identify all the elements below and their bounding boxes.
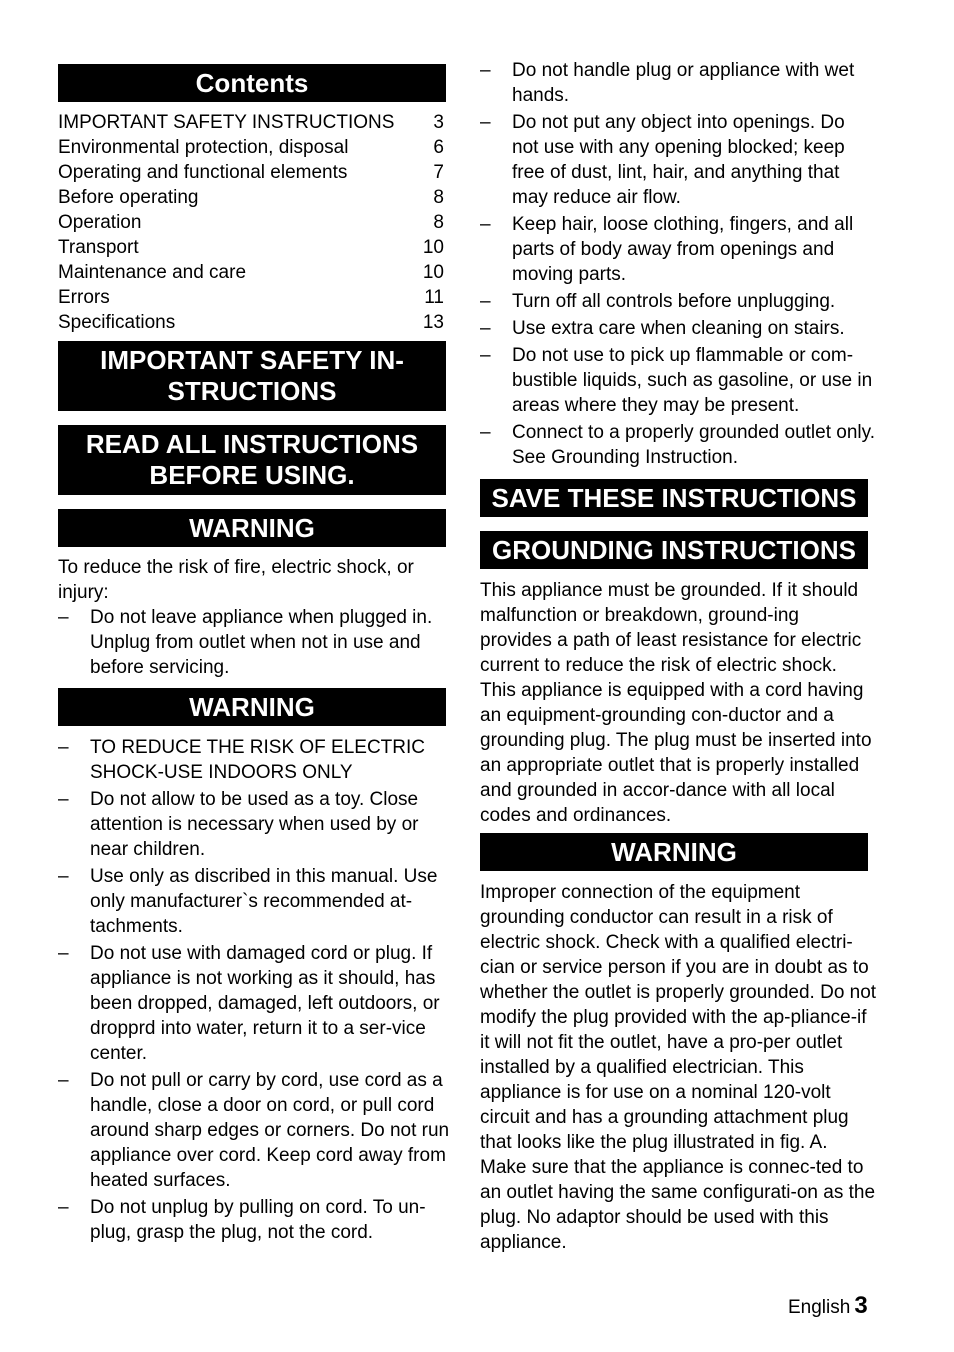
list-item: – Do not allow to be used as a toy. Close attention is necessary when used by or near children. — [58, 789, 419, 860]
list-item: – Use only as discribed in this manual. Use only manufacturer`s recommended at-tachments. — [58, 866, 438, 937]
list-item: – Turn off all controls before unplugging. — [480, 291, 836, 312]
list-item-text: Do not use with damaged cord or plug. If appliance is not working as it should, has been dropped, damaged, left outdoors, or dropprd into water, return it to a ser-vice center. — [90, 943, 440, 1064]
list-item-text: Use extra care when cleaning on stairs. — [512, 318, 845, 339]
safety-heading-line2: STRUCTIONS — [167, 376, 337, 406]
grounding-heading-text: GROUNDING INSTRUCTIONS — [492, 534, 856, 565]
warning-heading-text: WARNING — [189, 691, 315, 722]
footer-language: English — [788, 1297, 851, 1318]
toc-label: Transport — [58, 237, 139, 258]
toc-page: 13 — [422, 312, 444, 333]
warning-heading-text: WARNING — [611, 836, 737, 867]
warning-heading-1 — [58, 509, 446, 547]
grounding-text: This appliance must be grounded. If it should malfunction or breakdown, ground-ing provides a path of least resistance for electric current to reduce the risk of electric shock. This appliance is equipped with a cord having an equipment-grounding con-ductor and a grounding plug. The plug must be inserted into an appropriate outlet that is properly installed and grounded in accor-dance with all local codes and ordinances. — [480, 580, 872, 826]
list-item-text: Connect to a properly grounded outlet only. See Grounding Instruction. — [512, 422, 875, 468]
list-item-text: Do not use to pick up flammable or com-bustible liquids, such as gasoline, or use in areas where they may be present. — [512, 345, 873, 416]
safety-list-continued — [480, 58, 876, 472]
warning-heading-3 — [480, 833, 868, 871]
list-item: – Use extra care when cleaning on stairs. — [480, 318, 845, 339]
read-heading-line1: READ ALL INSTRUCTIONS — [85, 429, 419, 459]
list-item: – Do not use to pick up flammable or com-bustible liquids, such as gasoline, or use in areas where they may be present. — [480, 345, 873, 416]
toc-item[interactable] — [58, 210, 444, 235]
list-item-text: Do not put any object into openings. Do not use with any opening blocked; keep free of dust, lint, hair, and anything that may reduce air flow. — [512, 112, 845, 208]
contents-list — [58, 110, 444, 335]
list-item: – Do not unplug by pulling on cord. To un-plug, grasp the plug, not the cord. — [58, 1197, 426, 1243]
warning1-intro: To reduce the risk of fire, electric shock, or injury: — [58, 557, 414, 603]
toc-item[interactable] — [58, 185, 444, 210]
read-heading-line2: BEFORE USING. — [149, 460, 355, 490]
toc-label: Errors — [58, 287, 110, 308]
toc-page: 6 — [433, 137, 444, 158]
toc-page: 3 — [433, 112, 444, 133]
page-footer — [788, 1292, 868, 1322]
read-instructions-heading — [58, 425, 446, 495]
contents-heading — [58, 64, 446, 102]
list-item: – Do not pull or carry by cord, use cord as a handle, close a door on cord, or pull cord around sharp edges or corners. Do not run appliance over cord. Keep cord away from heated surfaces. — [58, 1070, 450, 1191]
list-item-text: Use only as discribed in this manual. Use only manufacturer`s recommended at-tachments. — [90, 866, 438, 937]
warning3-text: Improper connection of the equipment grounding conductor can result in a risk of electric shock. Check with a qualified electri-cian or service person if you are in doubt as to whether the outlet is properly grounded. Do not modify the plug provided with the ap-pliance-if it will not fit the outlet, have a pro-per outlet installed by a qualified electrician. This appliance is for use on a nominal 120-volt circuit and has a grounding attachment plug that looks like the plug illustrated in fig. A. Make sure that the appliance is connec-ted to an outlet having the same configurati-on as the plug. No adaptor should be used with this appliance. — [480, 882, 877, 1253]
toc-page: 8 — [433, 212, 444, 233]
toc-label: Before operating — [58, 187, 199, 208]
list-item: – TO REDUCE THE RISK OF ELECTRIC SHOCK-USE INDOORS ONLY — [58, 737, 426, 783]
toc-label: Maintenance and care — [58, 262, 247, 283]
toc-label: IMPORTANT SAFETY INSTRUCTIONS — [58, 112, 395, 133]
toc-page: 8 — [433, 187, 444, 208]
warning-heading-2 — [58, 688, 446, 726]
warning1-list — [58, 605, 454, 682]
list-item: – Do not use with damaged cord or plug. If appliance is not working as it should, has been dropped, damaged, left outdoors, or dropprd into water, return it to a ser-vice center. — [58, 943, 440, 1064]
contents-heading-text: Contents — [195, 67, 309, 98]
toc-item[interactable] — [58, 310, 444, 335]
list-item-text: Keep hair, loose clothing, fingers, and all parts of body away from openings and moving parts. — [512, 214, 854, 285]
toc-item[interactable] — [58, 160, 444, 185]
list-item-text: Turn off all controls before unplugging. — [512, 291, 836, 312]
toc-label: Specifications — [58, 312, 176, 333]
list-item: – Keep hair, loose clothing, fingers, and all parts of body away from openings and moving parts. — [480, 214, 854, 285]
list-item: – Do not put any object into openings. Do not use with any opening blocked; keep free of dust, lint, hair, and anything that may reduce air flow. — [480, 112, 845, 208]
toc-item[interactable] — [58, 285, 444, 310]
page-number: 3 — [854, 1292, 868, 1319]
list-item-text: Do not leave appliance when plugged in. Unplug from outlet when not in use and before servicing. — [90, 607, 433, 678]
list-item: – Do not handle plug or appliance with wet hands. — [480, 60, 855, 106]
toc-label: Operation — [58, 212, 142, 233]
toc-page: 10 — [422, 237, 444, 258]
save-heading-text: SAVE THESE INSTRUCTIONS — [491, 482, 857, 513]
toc-item[interactable] — [58, 110, 444, 135]
toc-label: Environmental protection, disposal — [58, 137, 349, 158]
list-item-text: Do not handle plug or appliance with wet hands. — [512, 60, 855, 106]
list-item: – Connect to a properly grounded outlet only. See Grounding Instruction. — [480, 422, 875, 468]
toc-page: 11 — [424, 287, 444, 308]
toc-item[interactable] — [58, 235, 444, 260]
safety-heading-line1: IMPORTANT SAFETY IN- — [100, 345, 404, 375]
list-item-text: Do not allow to be used as a toy. Close attention is necessary when used by or near children. — [90, 789, 419, 860]
save-instructions-heading — [480, 479, 868, 517]
warning-heading-text: WARNING — [189, 512, 315, 543]
toc-item[interactable] — [58, 260, 444, 285]
toc-item[interactable] — [58, 135, 444, 160]
toc-page: 10 — [422, 262, 444, 283]
warning2-list — [58, 735, 454, 1247]
toc-label: Operating and functional elements — [58, 162, 348, 183]
list-item: – Do not leave appliance when plugged in. Unplug from outlet when not in use and before servicing. — [58, 607, 433, 678]
list-item-text: Do not unplug by pulling on cord. To un-plug, grasp the plug, not the cord. — [90, 1197, 426, 1243]
grounding-heading — [480, 531, 868, 569]
list-item-text: Do not pull or carry by cord, use cord as a handle, close a door on cord, or pull cord around sharp edges or corners. Do not run appliance over cord. Keep cord away from heated surfaces. — [90, 1070, 450, 1191]
safety-heading — [58, 341, 446, 411]
toc-page: 7 — [433, 162, 444, 183]
list-item-text: TO REDUCE THE RISK OF ELECTRIC SHOCK-USE INDOORS ONLY — [90, 737, 426, 783]
